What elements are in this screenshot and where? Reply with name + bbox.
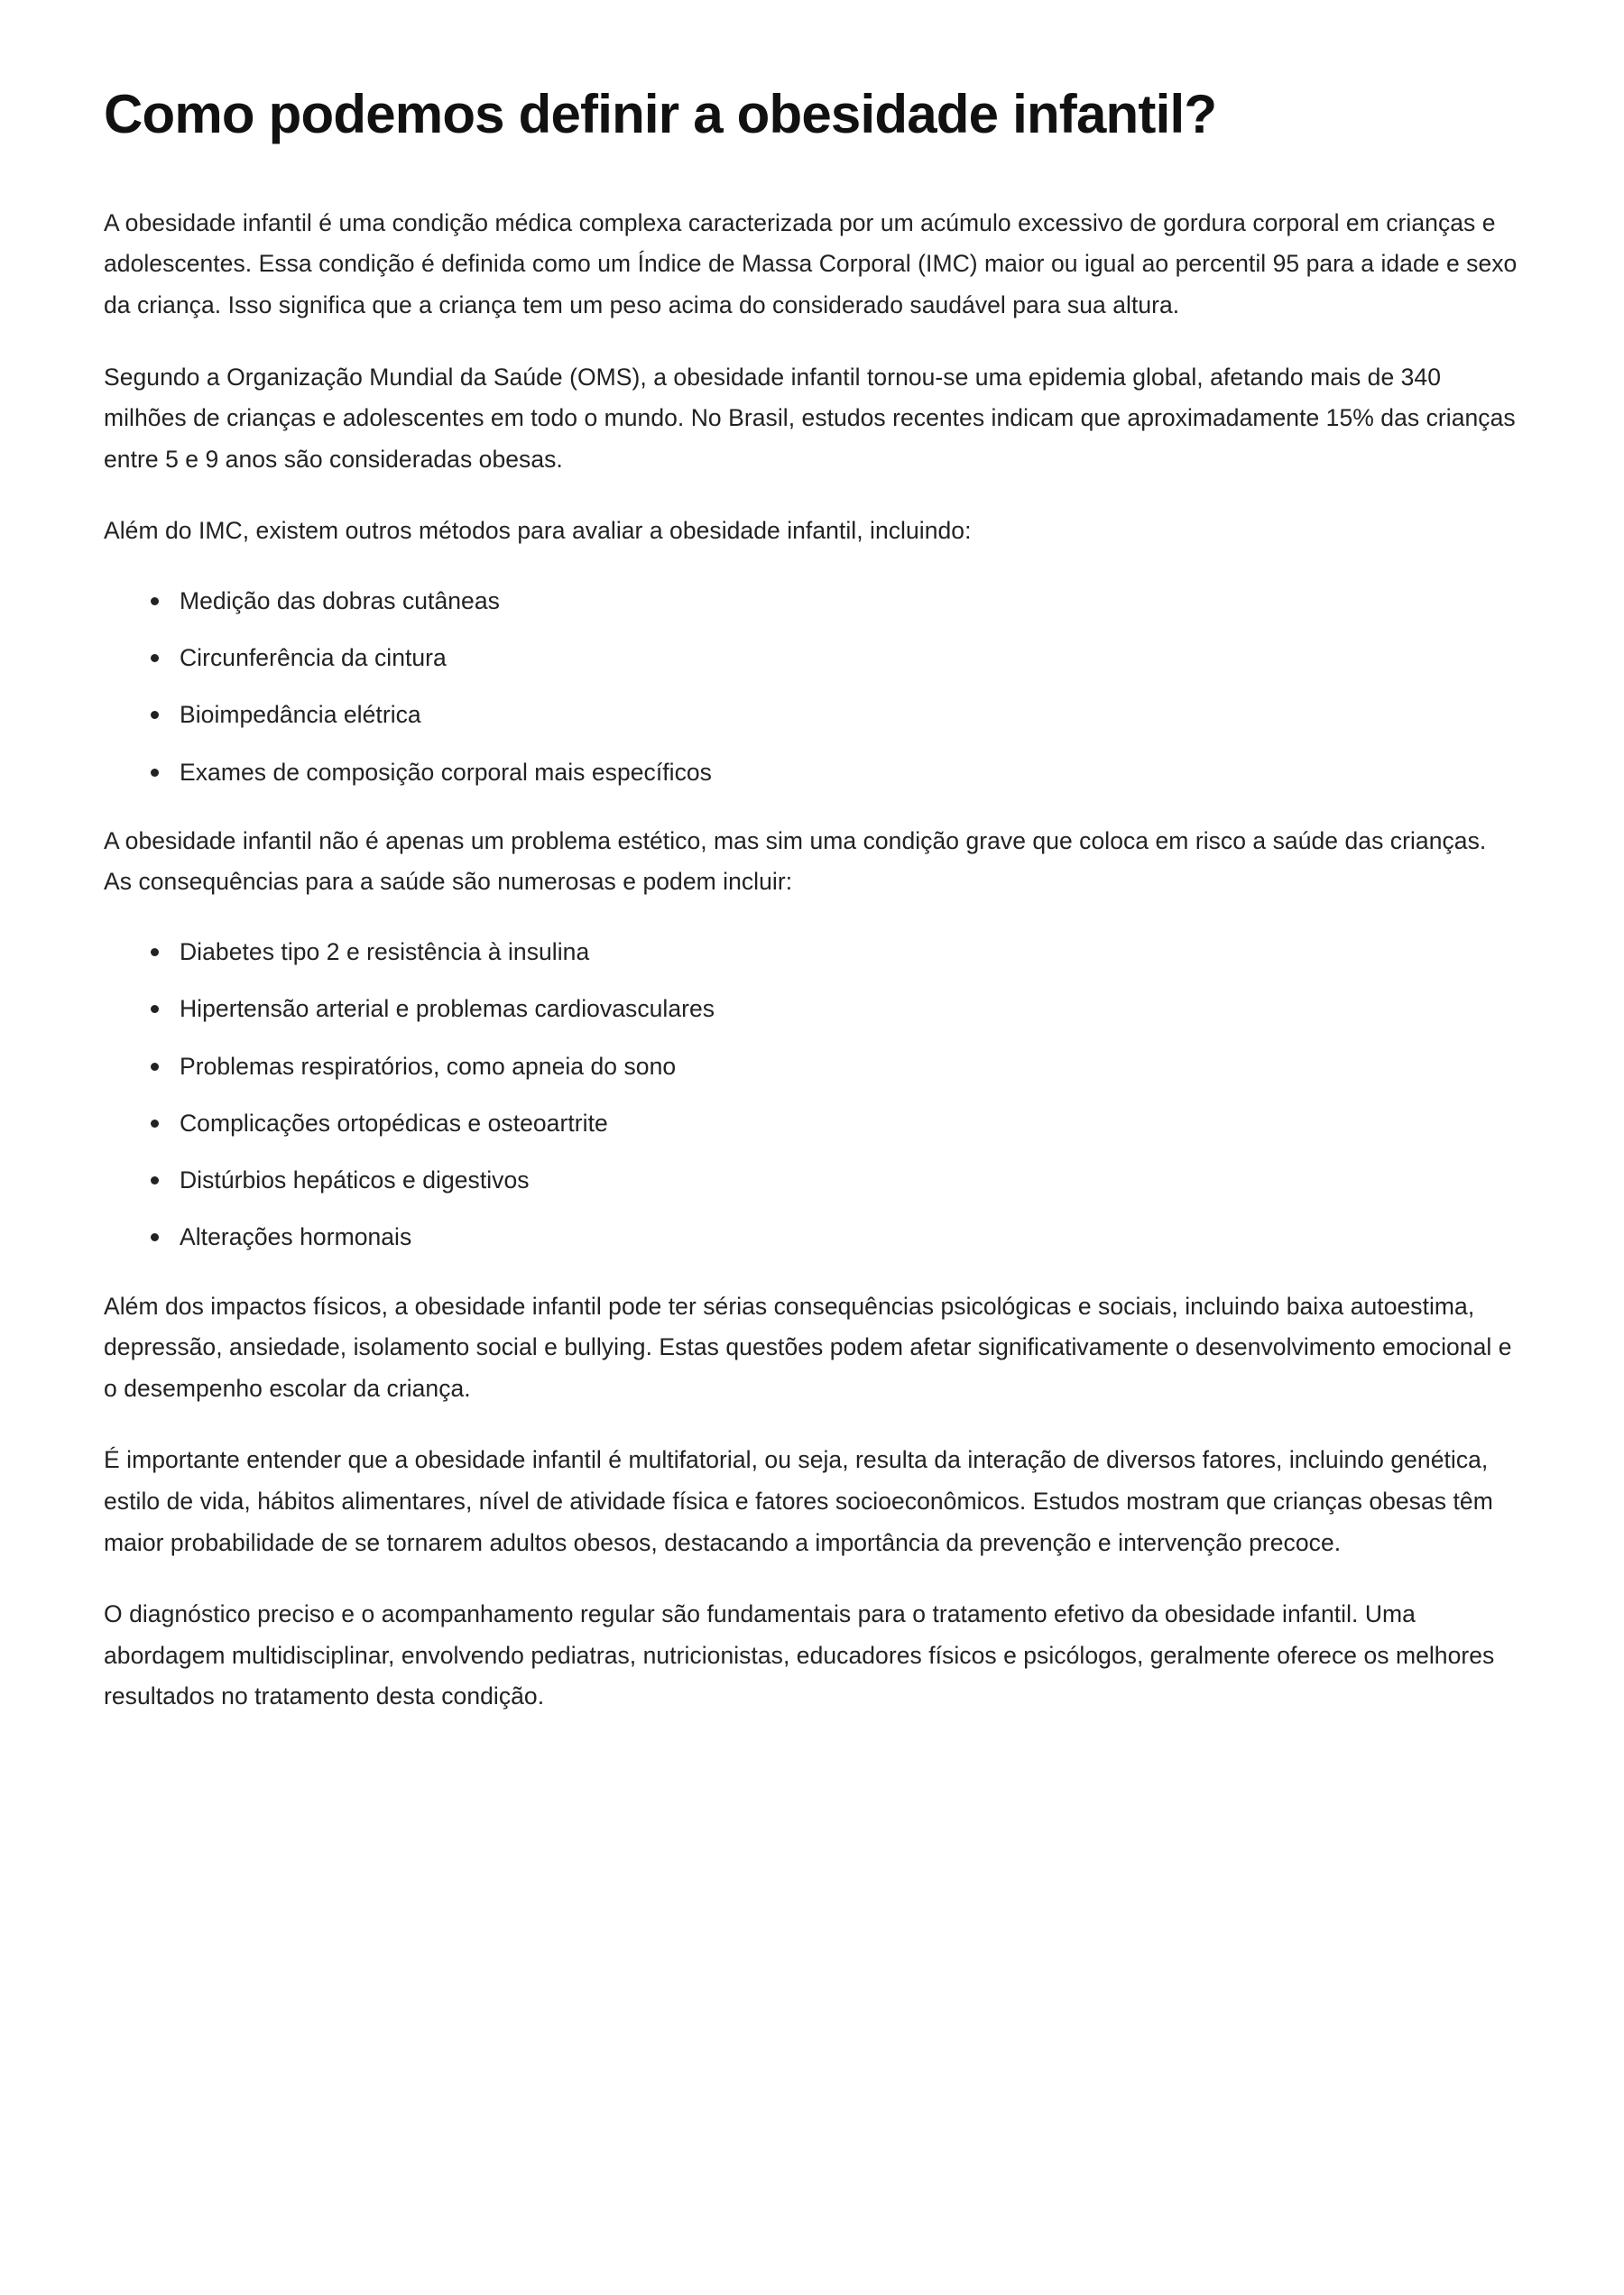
content-blocks	[104, 203, 1518, 1718]
paragraph: Além dos impactos físicos, a obesidade infantil pode ter sérias consequências psicológicas e sociais, incluindo baixa autoestima, depressão, ansiedade, isolamento social e bullying. Estas questões podem afetar significativamente o desenvolvimento emocional e o desempenho escolar da criança.	[104, 1292, 1512, 1402]
paragraph: O diagnóstico preciso e o acompanhamento regular são fundamentais para o tratamento efetivo da obesidade infantil. Uma abordagem multidisciplinar, envolvendo pediatras, nutricionistas, educadores físicos e psicólogos, geralmente oferece os melhores resultados no tratamento desta condição.	[104, 1600, 1495, 1710]
page-title: Como podemos definir a obesidade infantil?	[104, 84, 1217, 144]
list-item: Bioimpedância elétrica	[145, 696, 1518, 733]
list-item: Exames de composição corporal mais específicos	[145, 754, 1518, 790]
article-body	[104, 83, 1518, 1718]
list-item: Problemas respiratórios, como apneia do sono	[145, 1048, 1518, 1084]
list-item: Distúrbios hepáticos e digestivos	[145, 1162, 1518, 1198]
paragraph: Além do IMC, existem outros métodos para avaliar a obesidade infantil, incluindo:	[104, 517, 972, 545]
paragraph: A obesidade infantil é uma condição médica complexa caracterizada por um acúmulo excessivo de gordura corporal em crianças e adolescentes. Essa condição é definida como um Índice de Massa Corporal (IMC) maior ou igual ao percentil 95 para a idade e sexo da criança. Isso significa que a criança tem um peso acima do considerado saudável para sua altura.	[104, 208, 1518, 318]
paragraph: A obesidade infantil não é apenas um problema estético, mas sim uma condição grave que coloca em risco a saúde das crianças. As consequências para a saúde são numerosas e podem incluir:	[104, 826, 1487, 896]
bullet-list	[104, 583, 1518, 790]
paragraph: Segundo a Organização Mundial da Saúde (OMS), a obesidade infantil tornou-se uma epidemia global, afetando mais de 340 milhões de crianças e adolescentes em todo o mundo. No Brasil, estudos recentes indicam que aproximadamente 15% das crianças entre 5 e 9 anos são consideradas obesas.	[104, 363, 1516, 473]
list-item: Circunferência da cintura	[145, 640, 1518, 676]
list-item: Alterações hormonais	[145, 1219, 1518, 1255]
list-item: Medição das dobras cutâneas	[145, 583, 1518, 619]
list-item: Diabetes tipo 2 e resistência à insulina	[145, 934, 1518, 970]
bullet-list	[104, 934, 1518, 1256]
list-item: Complicações ortopédicas e osteoartrite	[145, 1105, 1518, 1141]
paragraph: É importante entender que a obesidade infantil é multifatorial, ou seja, resulta da interação de diversos fatores, incluindo genética, estilo de vida, hábitos alimentares, nível de atividade física e fatores socioeconômicos. Estudos mostram que crianças obesas têm maior probabilidade de se tornarem adultos obesos, destacando a importância da prevenção e intervenção precoce.	[104, 1446, 1493, 1556]
list-item: Hipertensão arterial e problemas cardiovasculares	[145, 991, 1518, 1027]
